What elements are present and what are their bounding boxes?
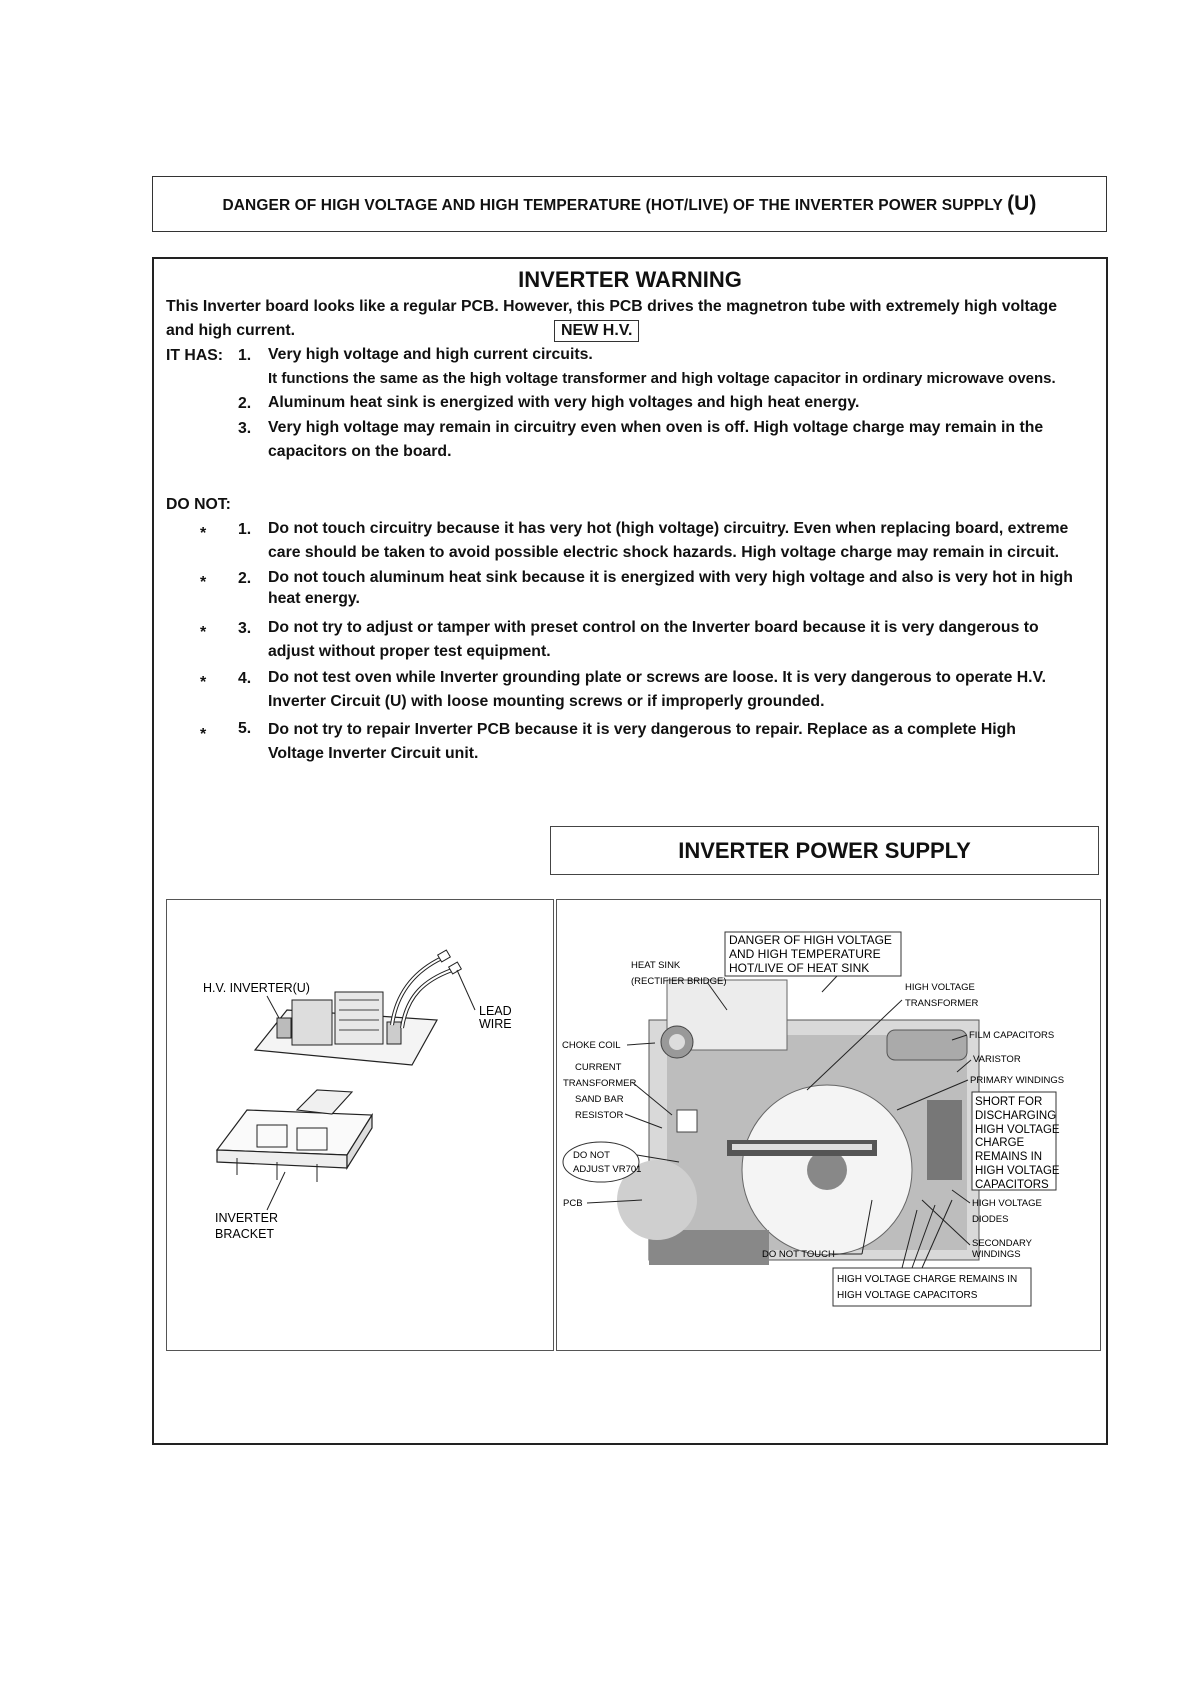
svg-text:ADJUST VR701: ADJUST VR701 (573, 1164, 642, 1175)
do-not-item-5: Do not try to repair Inverter PCB because it is very dangerous to repair. Replace as a complete High (268, 721, 1016, 738)
svg-text:RESISTOR: RESISTOR (575, 1110, 624, 1121)
svg-text:CHOKE COIL: CHOKE COIL (562, 1040, 621, 1051)
header-title: DANGER OF HIGH VOLTAGE AND HIGH TEMPERATURE (HOT/LIVE) OF THE INVERTER POWER SUPPLY (U) (222, 192, 1037, 215)
svg-text:PRIMARY WINDINGS: PRIMARY WINDINGS (970, 1075, 1065, 1086)
do-not-item-3: Do not try to adjust or tamper with preset control on the Inverter board because it is very dangerous to (268, 619, 1039, 636)
hv-inverter-figure (166, 899, 554, 1351)
svg-text:SECONDARY: SECONDARY (972, 1238, 1033, 1249)
svg-text:TRANSFORMER: TRANSFORMER (563, 1078, 637, 1089)
svg-text:SAND BAR: SAND BAR (575, 1094, 624, 1105)
it-has-item-3: Very high voltage may remain in circuitry even when oven is off. High voltage charge may remain in the (268, 419, 1044, 436)
inverter-photo-figure (556, 899, 1101, 1351)
hv-inverter-drawing (167, 900, 553, 1350)
svg-text:PCB: PCB (563, 1198, 583, 1209)
inverter-warning-panel: INVERTER WARNING This Inverter board looks like a regular PCB. However, this PCB drives the magnetron tube with extremely high voltage and high current. NEW H.V. IT HAS: 1. Very high voltage and high current circuits. It functions the same as the high voltage transformer and high voltage capacitor in ordinary microwave ovens. 2. Aluminum heat sink is energized with very high voltages and high heat energy. 3. Very high voltage may remain in circuitry even when oven is off. High voltage charge may remain in the capacitors on the board. DO NOT: * 1. Do not touch circuitry because it has very hot (high voltage) circuitry. Even when replacing board, extreme care should be taken to avoid possible electric shock hazards. High voltage charge may remain in circuit. * 2. Do not touch aluminum heat sink because it is energized with very high voltage and also is very hot in high heat energy. * 3. Do not try to adjust or tamper with preset control on the Inverter board because it is very dangerous to adjust without proper test equipment. * 4. Do not test oven while Inverter grounding plate or screws are loose. It is very dangerous to operate H.V. Inverter Circuit (U) with loose mounting screws or if improperly grounded. * 5. Do not try to repair Inverter PCB because it is very dangerous to repair. Replace as a complete High Voltage Inverter Circuit unit. INVERTER POWER SUPPLY H.V. INVERTER(U) LEAD WIRE INVERTER BRACKET DANGER OF HIGH VOLTAGE AND HIGH TEMPERATURE HOT/LIVE OF HEAT SINK HEAT SINK (RECTIFIER BRIDGE) HIGH VOLTAGE TRANSFORMER CHOKE COIL FILM CAPACITORS CURRENT TRANSFORMER VARISTOR SAND BAR RESISTOR PRIMARY WINDINGS SHORT FOR DISCHARGING HIGH VOLTAGE CHARGE REMAINS IN HIGH VOLTAGE CAPACITORS DO NOT ADJUST VR701 PCB HIGH VOLTAGE DIODES SECONDARY WINDINGS DO NOT TOUCH HIGH VOLTAGE CHARGE REMAINS IN HIGH VOLTAGE CAPACITORS (152, 257, 1108, 1445)
svg-text:TRANSFORMER: TRANSFORMER (905, 998, 979, 1009)
svg-text:DISCHARGING: DISCHARGING (975, 1110, 1057, 1122)
do-not-item-5-cont: Voltage Inverter Circuit unit. (268, 745, 479, 762)
do-not-item-2-cont: heat energy. (268, 590, 360, 607)
svg-text:REMAINS IN: REMAINS IN (975, 1151, 1043, 1163)
svg-text:HOT/LIVE OF HEAT SINK: HOT/LIVE OF HEAT SINK (729, 961, 870, 975)
svg-text:CURRENT: CURRENT (575, 1062, 622, 1073)
svg-text:(RECTIFIER BRIDGE): (RECTIFIER BRIDGE) (631, 976, 727, 987)
svg-text:CAPACITORS: CAPACITORS (975, 1179, 1049, 1191)
do-not-item-4-cont: Inverter Circuit (U) with loose mounting screws or if improperly grounded. (268, 693, 825, 710)
hv-inverter-label: H.V. INVERTER(U) (203, 981, 310, 995)
inverter-label: INVERTER (215, 1211, 278, 1225)
svg-text:HIGH VOLTAGE: HIGH VOLTAGE (975, 1124, 1060, 1136)
svg-text:CHARGE: CHARGE (975, 1137, 1025, 1149)
do-not-item-4: Do not test oven while Inverter grounding plate or screws are loose. It is very dangerous to operate H.V. (268, 669, 1047, 686)
it-has-item-1-detail: It functions the same as the high voltage transformer and high voltage capacitor in ordinary microwave ovens. (268, 370, 1056, 387)
intro-line-2: and high current. (166, 322, 296, 339)
inverter-power-supply-title: INVERTER POWER SUPPLY (550, 826, 1099, 875)
svg-text:VARISTOR: VARISTOR (973, 1054, 1021, 1065)
svg-text:DO NOT TOUCH: DO NOT TOUCH (762, 1249, 835, 1260)
svg-text:SHORT FOR: SHORT FOR (975, 1096, 1043, 1108)
do-not-label: DO NOT: (166, 496, 231, 513)
svg-text:HEAT SINK: HEAT SINK (631, 960, 681, 971)
svg-text:DANGER OF HIGH VOLTAGE: DANGER OF HIGH VOLTAGE (729, 933, 892, 947)
svg-text:WINDINGS: WINDINGS (972, 1249, 1021, 1260)
bracket-label: BRACKET (215, 1227, 275, 1241)
intro-line-1: This Inverter board looks like a regular PCB. However, this PCB drives the magnetron tube with extremely high voltage (166, 298, 1057, 315)
svg-text:HIGH VOLTAGE CAPACITORS: HIGH VOLTAGE CAPACITORS (837, 1290, 978, 1301)
new-hv-badge: NEW H.V. (554, 320, 639, 342)
lead-label: LEAD (479, 1004, 512, 1018)
svg-text:AND HIGH TEMPERATURE: AND HIGH TEMPERATURE (729, 947, 881, 961)
svg-text:HIGH VOLTAGE: HIGH VOLTAGE (975, 1165, 1060, 1177)
wire-label: WIRE (479, 1017, 512, 1031)
svg-text:DO NOT: DO NOT (573, 1150, 610, 1161)
do-not-item-1: Do not touch circuitry because it has very hot (high voltage) circuitry. Even when replacing board, extreme (268, 520, 1069, 537)
it-has-item-2: Aluminum heat sink is energized with very high voltages and high heat energy. (268, 394, 860, 411)
do-not-item-2: Do not touch aluminum heat sink because it is energized with very high voltage and also is very hot in high (268, 569, 1073, 586)
header-box (152, 176, 1107, 232)
do-not-item-1-cont: care should be taken to avoid possible electric shock hazards. High voltage charge may remain in circuit. (268, 544, 1059, 561)
svg-text:FILM CAPACITORS: FILM CAPACITORS (969, 1030, 1055, 1041)
inverter-board-drawing (557, 900, 1100, 1350)
it-has-label: IT HAS: (166, 347, 224, 364)
it-has-item-1: Very high voltage and high current circuits. (268, 346, 593, 363)
it-has-item-3-cont: capacitors on the board. (268, 443, 452, 460)
do-not-item-3-cont: adjust without proper test equipment. (268, 643, 551, 660)
svg-text:DIODES: DIODES (972, 1214, 1009, 1225)
warning-title: INVERTER WARNING (518, 267, 742, 292)
svg-text:HIGH VOLTAGE CHARGE REMAINS IN: HIGH VOLTAGE CHARGE REMAINS IN (837, 1274, 1018, 1285)
svg-text:HIGH VOLTAGE: HIGH VOLTAGE (972, 1198, 1042, 1209)
svg-text:HIGH VOLTAGE: HIGH VOLTAGE (905, 982, 975, 993)
